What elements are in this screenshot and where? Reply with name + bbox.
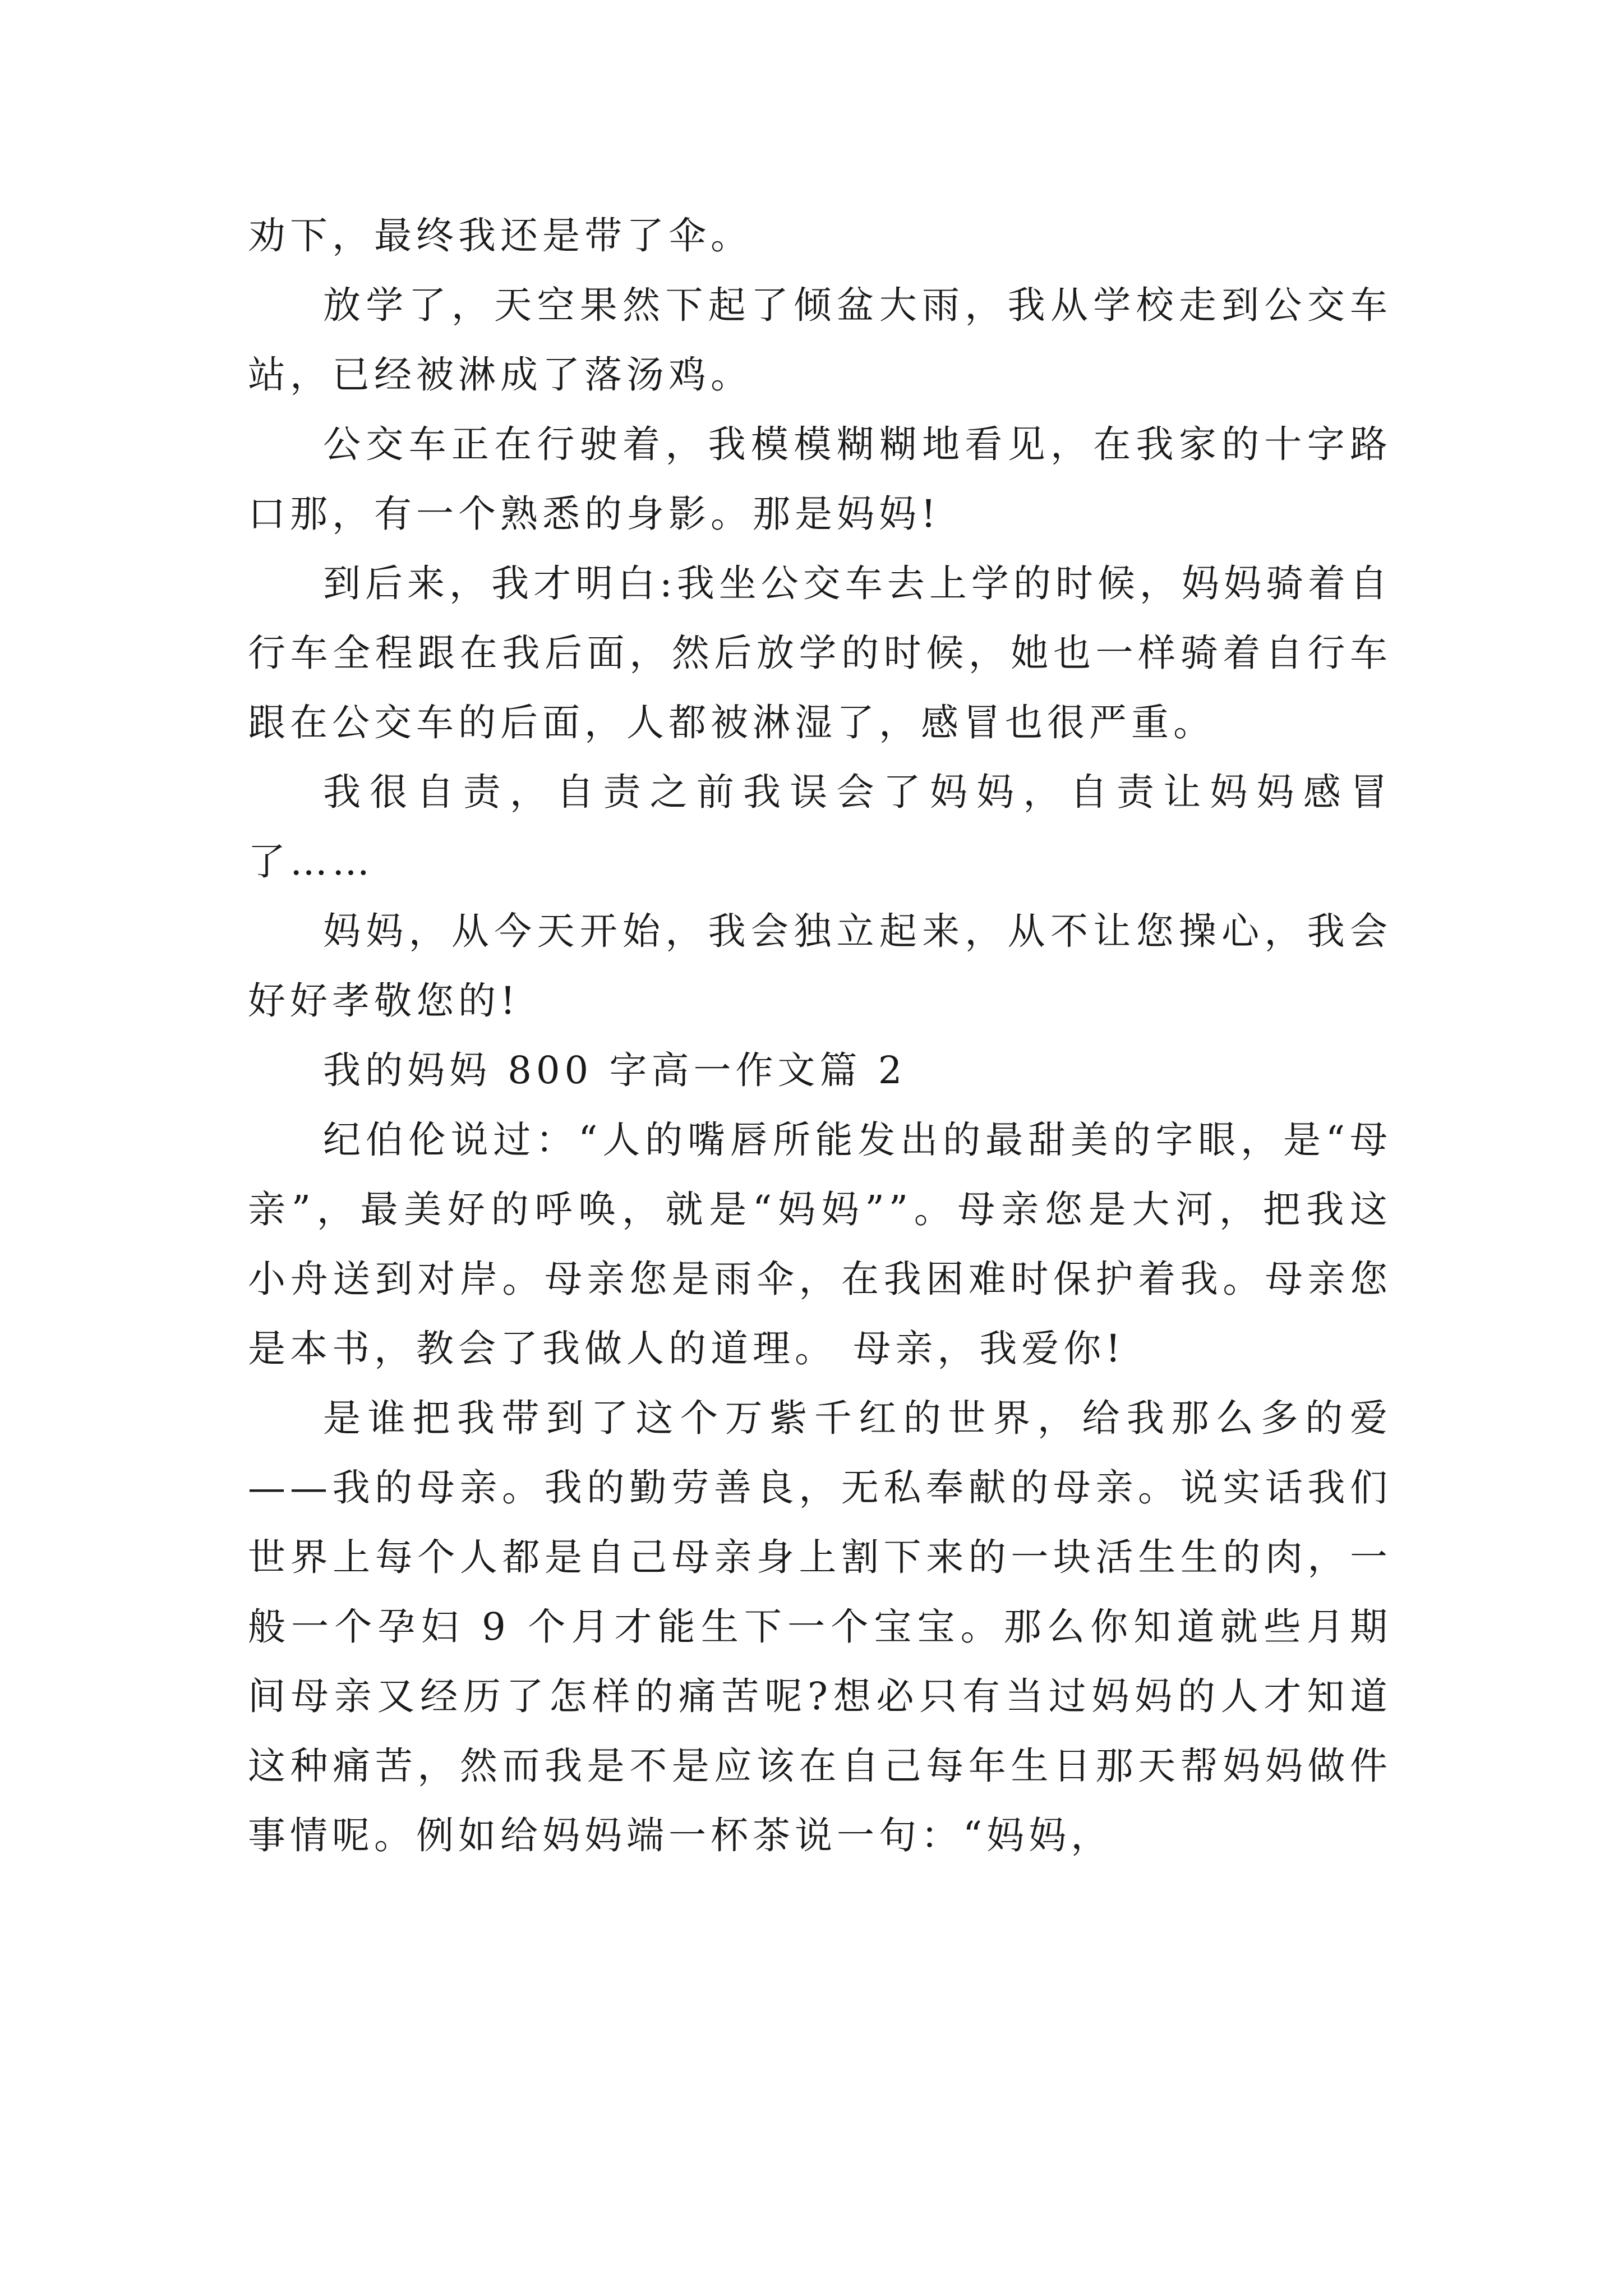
- paragraph-6: 妈妈，从今天开始，我会独立起来，从不让您操心，我会好好孝敬您的!: [248, 909, 1392, 1023]
- paragraph-4: 到后来，我才明白:我坐公交车去上学的时候，妈妈骑着自行车全程跟在我后面，然后放学的时候，她也一样骑着自行车跟在公交车的后面，人都被淋湿了，感冒也很严重。: [248, 562, 1392, 744]
- section-paragraph-1: 纪伯伦说过：“人的嘴唇所能发出的最甜美的字眼，是“母亲”，最美好的呼唤，就是“妈妈””。母亲您是大河，把我这小舟送到对岸。母亲您是雨伞，在我困难时保护着我。母亲您是本书，教会了我做人的道理。 母亲，我爱你!: [248, 1118, 1392, 1370]
- text-body: [248, 201, 1392, 1870]
- section-heading: 我的妈妈 800 字高一作文篇 2: [323, 1048, 907, 1092]
- paragraph-2: 放学了，天空果然下起了倾盆大雨，我从学校走到公交车站，已经被淋成了落汤鸡。: [248, 283, 1392, 397]
- paragraph-1: 劝下，最终我还是带了伞。: [248, 214, 753, 257]
- paragraph-5: 我很自责，自责之前我误会了妈妈，自责让妈妈感冒了……: [248, 770, 1392, 884]
- paragraph-3: 公交车正在行驶着，我模模糊糊地看见，在我家的十字路口那，有一个熟悉的身影。那是妈妈!: [248, 422, 1392, 536]
- section-paragraph-2: 是谁把我带到了这个万紫千红的世界，给我那么多的爱——我的母亲。我的勤劳善良，无私奉献的母亲。说实话我们世界上每个人都是自己母亲身上割下来的一块活生生的肉，一般一个孕妇 9 个月才能生下一个宝宝。那么你知道就些月期间母亲又经历了怎样的痛苦呢?想必只有当过妈妈的人才知道这种痛苦，然而我是不是应该在自己每年生日那天帮妈妈做件事情呢。例如给妈妈端一杯茶说一句：“妈妈，: [248, 1396, 1392, 1857]
